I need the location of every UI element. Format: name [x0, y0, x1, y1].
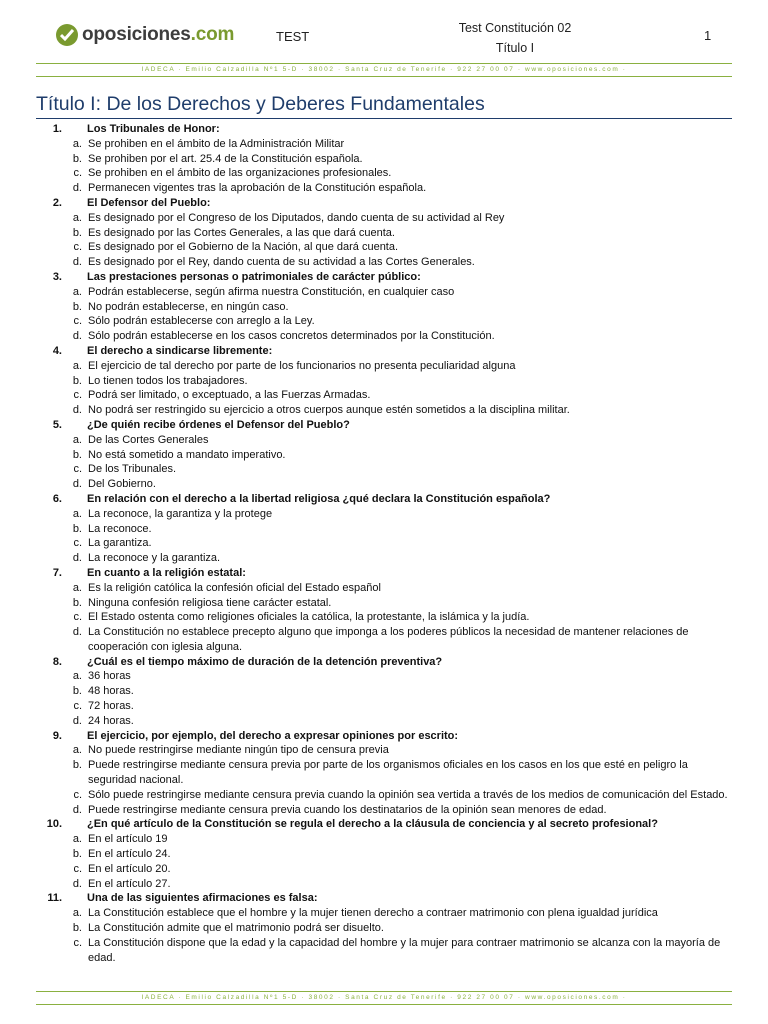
question-item — [36, 196, 736, 270]
test-label: TEST — [276, 29, 310, 44]
option-text: Del Gobierno. — [88, 478, 156, 491]
option-letter: d. — [72, 803, 82, 816]
answer-option — [36, 536, 736, 551]
question-text: Las prestaciones personas o patrimoniales de carácter público: — [87, 270, 421, 283]
option-text: Lo tienen todos los trabajadores. — [88, 374, 248, 387]
answer-option — [36, 581, 736, 596]
option-letter: a. — [72, 744, 82, 757]
answer-option — [36, 329, 736, 344]
answer-option — [36, 758, 736, 788]
option-text: La Constitución no establece precepto alguno que imponga a los poderes públicos la necesidad de mantener relaciones de cooperación con iglesia alguna. — [88, 626, 689, 653]
document-title — [440, 18, 590, 58]
question-item — [36, 817, 736, 891]
question-number: 8. — [52, 655, 62, 668]
question-item — [36, 418, 736, 492]
question-number: 9. — [52, 729, 62, 742]
answer-option — [36, 714, 736, 729]
title-divider — [36, 118, 732, 119]
option-letter: b. — [72, 759, 82, 772]
logo-text: oposiciones.com — [82, 24, 235, 45]
question-number: 11. — [47, 892, 62, 905]
question-item — [36, 891, 736, 965]
option-letter: c. — [73, 537, 82, 550]
question-text: El derecho a sindicarse libremente: — [87, 344, 273, 357]
question-item — [36, 655, 736, 729]
option-text: La reconoce y la garantiza. — [88, 552, 221, 565]
answer-option — [36, 211, 736, 226]
question-heading — [36, 817, 736, 832]
answer-option — [36, 477, 736, 492]
option-letter: a. — [72, 907, 82, 920]
option-letter: d. — [72, 714, 82, 727]
option-letter: a. — [72, 285, 82, 298]
answer-option — [36, 788, 736, 803]
option-letter: b. — [72, 152, 82, 165]
option-text: Puede restringirse mediante censura previa por parte de los organismos oficiales en los casos en los que esté en peligro la seguridad nacional. — [88, 759, 688, 787]
section-title: Título I: De los Derechos y Deberes Fundamentales — [36, 93, 485, 115]
option-text: Sólo podrán establecerse en los casos concretos determinados por la Constitución. — [88, 330, 495, 343]
answer-option — [36, 522, 736, 537]
question-heading — [36, 492, 736, 507]
option-text: La Constitución dispone que la edad y la capacidad del hombre y la mujer para contraer matrimonio se alcanza con la mayoría de edad. — [88, 936, 721, 964]
answer-option — [36, 803, 736, 818]
option-letter: a. — [72, 670, 82, 683]
answer-option — [36, 285, 736, 300]
option-text: 36 horas — [88, 670, 131, 683]
question-heading — [36, 729, 736, 744]
answer-option — [36, 152, 736, 167]
answer-option — [36, 137, 736, 152]
answer-option — [36, 906, 736, 921]
page-number: 1 — [704, 28, 712, 43]
option-letter: b. — [72, 922, 82, 935]
option-letter: b. — [72, 522, 82, 535]
option-letter: b. — [72, 685, 82, 698]
option-letter: d. — [72, 256, 82, 269]
answer-option — [36, 847, 736, 862]
page-header — [0, 0, 768, 70]
option-letter: d. — [72, 626, 82, 639]
question-text: Los Tribunales de Honor: — [87, 123, 220, 135]
option-letter: d. — [72, 330, 82, 343]
option-letter: c. — [73, 611, 82, 624]
answer-option — [36, 166, 736, 181]
question-text: ¿Cuál es el tiempo máximo de duración de la detención preventiva? — [87, 655, 443, 668]
question-heading — [36, 655, 736, 670]
option-letter: c. — [73, 167, 82, 180]
option-text: El ejercicio de tal derecho por parte de los funcionarios no presenta peculiaridad alguna — [88, 359, 516, 372]
answer-option — [36, 625, 736, 655]
answer-option — [36, 507, 736, 522]
answer-option — [36, 300, 736, 315]
answer-option — [36, 684, 736, 699]
question-heading — [36, 418, 736, 433]
option-text: Es designado por las Cortes Generales, a las que dará cuenta. — [88, 226, 395, 239]
question-heading — [36, 196, 736, 211]
question-item — [36, 344, 736, 418]
option-text: Se prohiben por el art. 25.4 de la Constitución española. — [88, 152, 363, 165]
option-text: No está sometido a mandato imperativo. — [88, 448, 286, 461]
option-text: Sólo podrán establecerse con arreglo a la Ley. — [88, 315, 315, 328]
option-text: En el artículo 27. — [88, 877, 171, 890]
question-heading — [36, 344, 736, 359]
answer-option — [36, 743, 736, 758]
option-text: La reconoce. — [88, 522, 152, 535]
option-letter: a. — [72, 211, 82, 224]
question-item — [36, 729, 736, 818]
answer-option — [36, 832, 736, 847]
option-text: Se prohiben en el ámbito de las organizaciones profesionales. — [88, 167, 392, 180]
option-text: Podrá ser limitado, o exceptuado, a las Fuerzas Armadas. — [88, 389, 371, 402]
answer-option — [36, 433, 736, 448]
option-text: La Constitución establece que el hombre y la mujer tienen derecho a contraer matrimonio con plena igualdad jurídica — [88, 907, 658, 920]
answer-option — [36, 862, 736, 877]
question-text: En cuanto a la religión estatal: — [87, 566, 246, 579]
option-text: No podrán establecerse, en ningún caso. — [88, 300, 289, 313]
option-text: No puede restringirse mediante ningún tipo de censura previa — [88, 744, 389, 757]
question-text: ¿De quién recibe órdenes el Defensor del Pueblo? — [87, 418, 350, 431]
option-letter: c. — [73, 463, 82, 476]
question-list — [36, 122, 736, 965]
option-text: La Constitución admite que el matrimonio podrá ser disuelto. — [88, 922, 384, 935]
option-letter: c. — [73, 241, 82, 254]
option-letter: c. — [73, 389, 82, 402]
answer-option — [36, 921, 736, 936]
option-letter: d. — [72, 552, 82, 565]
question-heading — [36, 270, 736, 285]
question-text: Una de las siguientes afirmaciones es falsa: — [87, 892, 318, 905]
option-text: Sólo puede restringirse mediante censura previa cuando la opinión sea vertida a través de los medios de comunicación del Estado. — [88, 788, 728, 801]
answer-option — [36, 462, 736, 477]
option-text: En el artículo 19 — [88, 833, 168, 846]
question-number: 1. — [52, 123, 62, 135]
option-text: Es designado por el Gobierno de la Nación, al que dará cuenta. — [88, 241, 399, 254]
option-letter: a. — [72, 833, 82, 846]
document-title-line1: Test Constitución 02 — [458, 21, 572, 35]
logo[interactable] — [56, 24, 234, 46]
question-number: 6. — [52, 492, 62, 505]
option-letter: b. — [72, 226, 82, 239]
option-letter: c. — [73, 700, 82, 713]
question-item — [36, 122, 736, 196]
question-text: El Defensor del Pueblo: — [87, 196, 211, 209]
question-heading — [36, 566, 736, 581]
option-letter: b. — [72, 374, 82, 387]
question-number: 7. — [52, 566, 62, 579]
question-text: El ejercicio, por ejemplo, del derecho a expresar opiniones por escrito: — [87, 729, 459, 742]
check-logo-icon — [56, 24, 78, 46]
option-letter: d. — [72, 404, 82, 417]
question-number: 4. — [52, 344, 62, 357]
question-heading — [36, 122, 736, 137]
option-letter: d. — [72, 182, 82, 195]
option-text: Es designado por el Rey, dando cuenta de su actividad a las Cortes Generales. — [88, 256, 475, 269]
option-letter: b. — [72, 848, 82, 861]
option-letter: b. — [72, 448, 82, 461]
option-text: Es la religión católica la confesión oficial del Estado español — [88, 581, 381, 594]
option-text: Ninguna confesión religiosa tiene carácter estatal. — [88, 596, 332, 609]
question-item — [36, 492, 736, 566]
option-text: 24 horas. — [88, 714, 134, 727]
option-text: Es designado por el Congreso de los Diputados, dando cuenta de su actividad al Rey — [88, 211, 505, 224]
option-text: Podrán establecerse, según afirma nuestra Constitución, en cualquier caso — [88, 285, 455, 298]
answer-option — [36, 359, 736, 374]
option-text: No podrá ser restringido su ejercicio a otros cuerpos aunque estén sometidos a la disciplina militar. — [88, 404, 570, 417]
answer-option — [36, 226, 736, 241]
option-letter: a. — [72, 433, 82, 446]
document-title-line2: Título I — [495, 41, 535, 55]
answer-option — [36, 936, 736, 966]
option-text: Se prohiben en el ámbito de la Administración Militar — [88, 137, 345, 150]
answer-option — [36, 669, 736, 684]
question-text: En relación con el derecho a la libertad religiosa ¿qué declara la Constitución española? — [87, 492, 551, 505]
option-letter: b. — [72, 300, 82, 313]
option-text: De los Tribunales. — [88, 463, 177, 476]
question-number: 5. — [52, 418, 62, 431]
answer-option — [36, 240, 736, 255]
option-letter: a. — [72, 507, 82, 520]
option-letter: d. — [72, 478, 82, 491]
option-letter: c. — [73, 862, 82, 875]
contact-bar-bottom: IADECA · Emilio Calzadilla Nº1 5-D · 38002 · Santa Cruz de Tenerife · 922 27 00 07 · www.oposiciones.com · — [36, 991, 732, 1005]
question-item — [36, 566, 736, 655]
answer-option — [36, 596, 736, 611]
option-letter: c. — [73, 936, 82, 949]
answer-option — [36, 551, 736, 566]
option-text: De las Cortes Generales — [88, 433, 209, 446]
answer-option — [36, 877, 736, 892]
answer-option — [36, 181, 736, 196]
option-text: La reconoce, la garantiza y la protege — [88, 507, 273, 520]
option-letter: b. — [72, 596, 82, 609]
option-text: 48 horas. — [88, 685, 134, 698]
option-text: En el artículo 24. — [88, 848, 171, 861]
option-letter: a. — [72, 359, 82, 372]
answer-option — [36, 403, 736, 418]
option-text: La garantiza. — [88, 537, 152, 550]
option-text: 72 horas. — [88, 700, 134, 713]
answer-option — [36, 388, 736, 403]
question-heading — [36, 891, 736, 906]
answer-option — [36, 610, 736, 625]
option-text: El Estado ostenta como religiones oficiales la católica, la protestante, la islámica y la judía. — [88, 611, 530, 624]
answer-option — [36, 314, 736, 329]
contact-bar-top: IADECA · Emilio Calzadilla Nº1 5-D · 38002 · Santa Cruz de Tenerife · 922 27 00 07 · www.oposiciones.com · — [36, 63, 732, 77]
option-letter: a. — [72, 581, 82, 594]
answer-option — [36, 255, 736, 270]
option-letter: a. — [72, 137, 82, 150]
question-number: 2. — [52, 196, 62, 209]
question-text: ¿En qué artículo de la Constitución se regula el derecho a la cláusula de conciencia y al secreto profesional? — [87, 818, 658, 831]
question-number: 3. — [52, 270, 62, 283]
option-letter: d. — [72, 877, 82, 890]
question-number: 10. — [46, 818, 62, 831]
answer-option — [36, 448, 736, 463]
option-text: Permanecen vigentes tras la aprobación de la Constitución española. — [88, 182, 427, 195]
option-text: En el artículo 20. — [88, 862, 171, 875]
answer-option — [36, 699, 736, 714]
option-text: Puede restringirse mediante censura previa cuando los destinatarios de la opinión sean menores de edad. — [88, 803, 607, 816]
option-letter: c. — [73, 788, 82, 801]
answer-option — [36, 374, 736, 389]
question-item — [36, 270, 736, 344]
option-letter: c. — [73, 315, 82, 328]
